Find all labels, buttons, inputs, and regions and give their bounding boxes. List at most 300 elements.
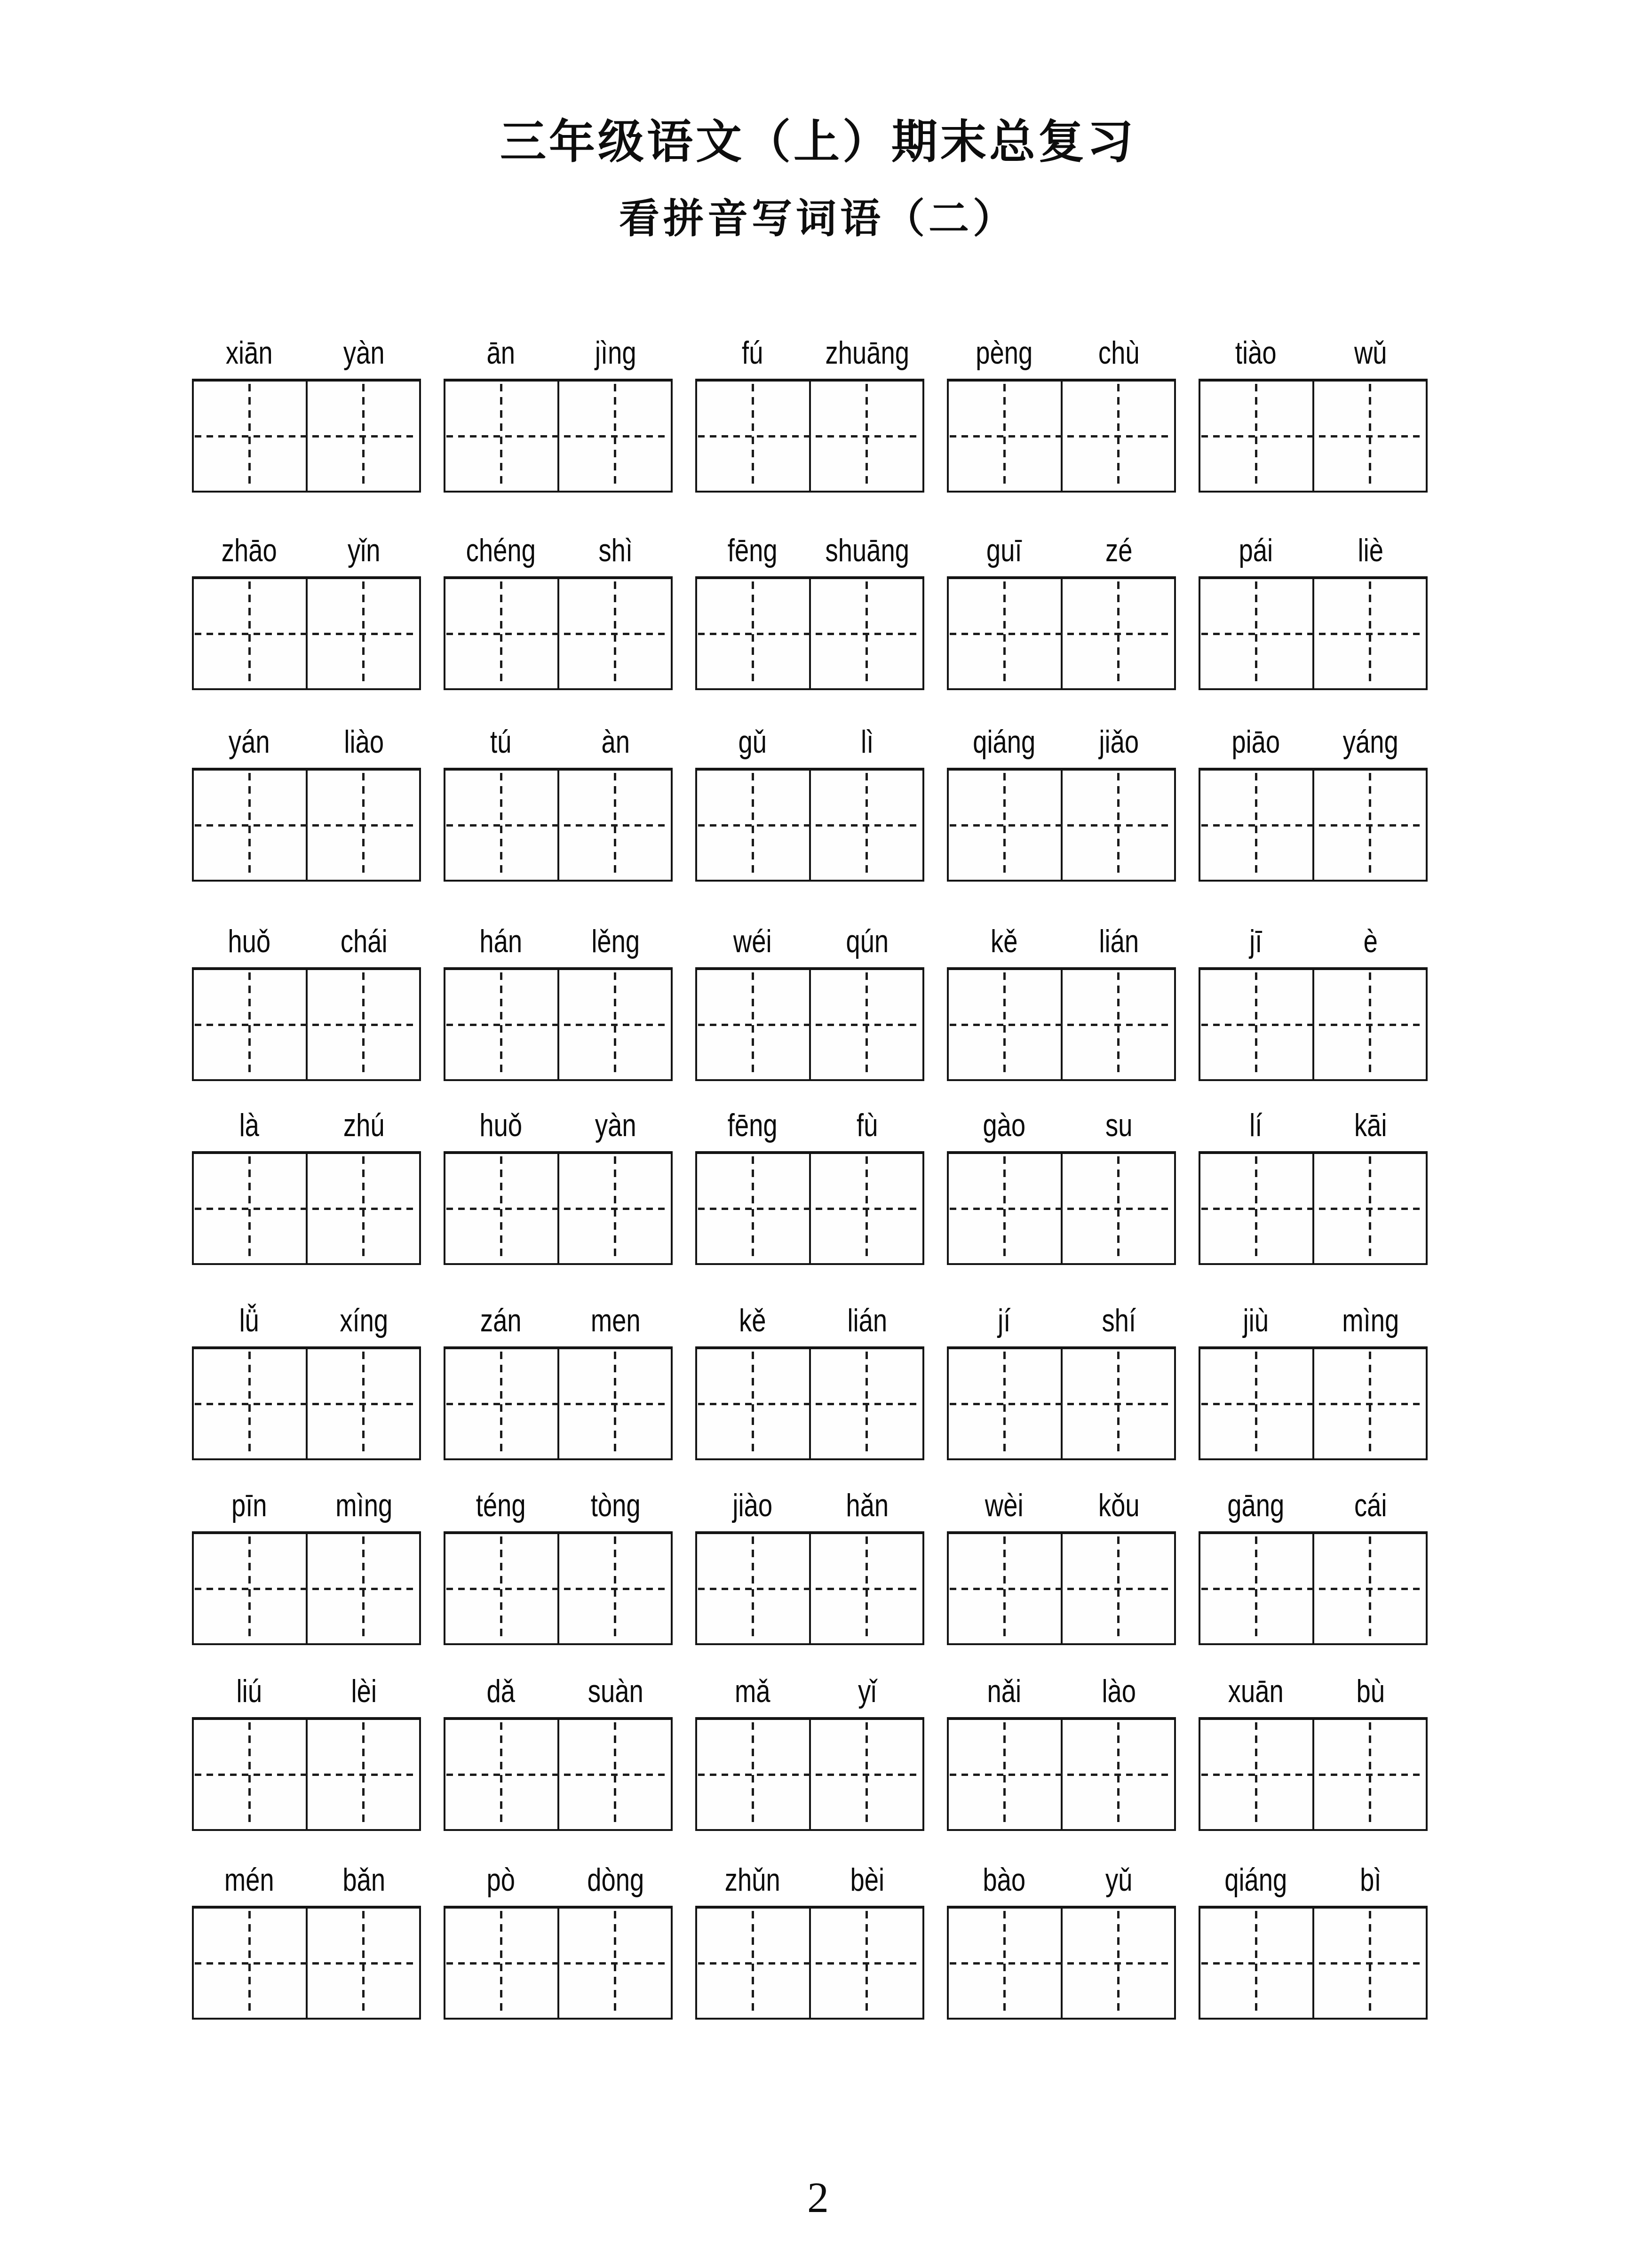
writing-grid <box>947 576 1176 690</box>
pinyin-syllable: huǒ <box>228 923 271 960</box>
pinyin-pair <box>695 885 924 967</box>
word-group <box>695 885 924 1081</box>
writing-cell <box>697 579 809 688</box>
pinyin-syllable: bèi <box>850 1862 884 1898</box>
word-group <box>192 296 421 493</box>
writing-cell <box>1200 970 1312 1079</box>
word-group <box>695 1069 924 1265</box>
pinyin-syllable: jí <box>998 1303 1011 1339</box>
writing-grid <box>444 1346 673 1460</box>
pinyin-pair <box>1199 1823 1428 1906</box>
writing-cell <box>809 1349 923 1458</box>
word-group <box>947 1449 1176 1645</box>
pinyin-syllable: téng <box>476 1488 526 1524</box>
pinyin-pair <box>192 1069 421 1151</box>
pinyin-pair <box>1199 1635 1428 1717</box>
pinyin-syllable: jiào <box>732 1488 773 1524</box>
pinyin-pair <box>192 1635 421 1717</box>
pinyin-syllable: è <box>1363 923 1378 960</box>
pinyin-syllable: pái <box>1239 533 1273 569</box>
writing-grid <box>444 576 673 690</box>
pinyin-word-row <box>192 1264 1428 1460</box>
pinyin-syllable: gào <box>983 1107 1026 1144</box>
writing-grid <box>1199 1346 1428 1460</box>
writing-cell <box>1200 1349 1312 1458</box>
pinyin-syllable: fēng <box>727 1107 778 1144</box>
pinyin-word-row <box>192 685 1428 882</box>
word-group <box>192 885 421 1081</box>
pinyin-syllable: wǔ <box>1354 335 1387 371</box>
writing-grid <box>1199 1717 1428 1831</box>
pinyin-syllable: piāo <box>1231 724 1280 760</box>
pinyin-syllable: dǎ <box>486 1673 515 1710</box>
writing-cell <box>697 1154 809 1263</box>
pinyin-syllable: mìng <box>335 1488 392 1524</box>
word-group <box>947 1264 1176 1460</box>
pinyin-syllable: yáng <box>1342 724 1398 760</box>
writing-cell <box>557 1154 671 1263</box>
writing-cell <box>306 1534 420 1643</box>
pinyin-pair <box>444 1069 673 1151</box>
writing-cell <box>1200 382 1312 491</box>
word-group <box>1199 494 1428 690</box>
pinyin-syllable: ān <box>486 335 515 371</box>
pinyin-syllable: chù <box>1098 335 1140 371</box>
writing-grid <box>192 576 421 690</box>
writing-grid <box>695 967 924 1081</box>
writing-cell <box>306 771 420 880</box>
pinyin-syllable: hán <box>479 923 523 960</box>
writing-cell <box>194 771 306 880</box>
writing-cell <box>445 382 557 491</box>
pinyin-syllable: tiào <box>1235 335 1277 371</box>
writing-grid <box>192 1906 421 2020</box>
writing-cell <box>949 1720 1061 1829</box>
word-group <box>1199 685 1428 882</box>
pinyin-word-row <box>192 296 1428 493</box>
writing-grid <box>695 379 924 493</box>
pinyin-syllable: liào <box>343 724 384 760</box>
word-group <box>695 1449 924 1645</box>
pinyin-syllable: zhuāng <box>825 335 909 371</box>
writing-cell <box>194 1909 306 2018</box>
pinyin-syllable: yǐ <box>858 1673 876 1710</box>
writing-grid <box>695 1906 924 2020</box>
pinyin-syllable: pèng <box>976 335 1033 371</box>
writing-grid <box>695 1151 924 1265</box>
word-group <box>444 1635 673 1831</box>
word-group <box>192 1635 421 1831</box>
writing-grid <box>1199 967 1428 1081</box>
pinyin-syllable: huǒ <box>479 1107 523 1144</box>
writing-grid <box>947 1717 1176 1831</box>
word-group <box>192 494 421 690</box>
word-group <box>1199 885 1428 1081</box>
pinyin-syllable: qiáng <box>1224 1862 1287 1898</box>
word-group <box>444 1823 673 2020</box>
pinyin-pair <box>1199 1069 1428 1151</box>
writing-cell <box>445 970 557 1079</box>
writing-grid <box>192 1346 421 1460</box>
writing-cell <box>445 1154 557 1263</box>
writing-cell <box>194 579 306 688</box>
writing-cell <box>1312 1909 1426 2018</box>
word-group <box>695 494 924 690</box>
writing-cell <box>1312 1349 1426 1458</box>
writing-cell <box>194 1720 306 1829</box>
pinyin-syllable: chái <box>340 923 388 960</box>
pinyin-syllable: lǚ <box>239 1303 259 1339</box>
word-group <box>947 494 1176 690</box>
word-group <box>444 885 673 1081</box>
pinyin-pair <box>695 1823 924 1906</box>
pinyin-syllable: pò <box>486 1862 515 1898</box>
pinyin-pair <box>444 685 673 768</box>
pinyin-syllable: bǎn <box>342 1862 385 1898</box>
writing-cell <box>306 382 420 491</box>
word-group <box>444 296 673 493</box>
pinyin-pair <box>192 685 421 768</box>
writing-grid <box>192 1151 421 1265</box>
pinyin-syllable: xíng <box>339 1303 388 1339</box>
word-group <box>444 1264 673 1460</box>
pinyin-syllable: mìng <box>1342 1303 1399 1339</box>
writing-cell <box>809 1720 923 1829</box>
writing-cell <box>306 1720 420 1829</box>
pinyin-syllable: jiù <box>1243 1303 1269 1339</box>
writing-cell <box>697 771 809 880</box>
writing-cell <box>697 382 809 491</box>
pinyin-syllable: kě <box>739 1303 766 1339</box>
pinyin-syllable: zé <box>1105 533 1132 569</box>
pinyin-syllable: men <box>590 1303 641 1339</box>
writing-cell <box>1312 1720 1426 1829</box>
word-group <box>192 1823 421 2020</box>
pinyin-syllable: yǐn <box>347 533 381 569</box>
pinyin-syllable: kě <box>991 923 1018 960</box>
pinyin-pair <box>947 296 1176 379</box>
pinyin-syllable: suàn <box>588 1673 643 1710</box>
writing-cell <box>445 1909 557 2018</box>
writing-cell <box>809 771 923 880</box>
writing-cell <box>306 579 420 688</box>
writing-grid <box>1199 1906 1428 2020</box>
pinyin-pair <box>695 1635 924 1717</box>
word-group <box>947 885 1176 1081</box>
writing-cell <box>1061 771 1175 880</box>
page-number: 2 <box>807 2173 829 2221</box>
pinyin-pair <box>1199 494 1428 576</box>
pinyin-syllable: xiān <box>225 335 273 371</box>
pinyin-syllable: liú <box>236 1673 262 1710</box>
pinyin-syllable: shuāng <box>825 533 909 569</box>
word-group <box>192 1264 421 1460</box>
writing-grid <box>695 1717 924 1831</box>
writing-cell <box>557 579 671 688</box>
pinyin-pair <box>192 1264 421 1346</box>
writing-cell <box>194 1154 306 1263</box>
writing-cell <box>949 579 1061 688</box>
pinyin-pair <box>444 1635 673 1717</box>
writing-grid <box>947 1346 1176 1460</box>
pinyin-syllable: fēng <box>727 533 778 569</box>
writing-cell <box>697 1534 809 1643</box>
word-group <box>947 296 1176 493</box>
pinyin-syllable: kāi <box>1354 1107 1387 1144</box>
writing-grid <box>444 379 673 493</box>
pinyin-syllable: lèi <box>351 1673 377 1710</box>
pinyin-word-row <box>192 885 1428 1081</box>
pinyin-syllable: lián <box>847 1303 887 1339</box>
pinyin-pair <box>695 1264 924 1346</box>
writing-grid <box>1199 379 1428 493</box>
word-group <box>695 685 924 882</box>
pinyin-syllable: yàn <box>595 1107 636 1144</box>
writing-cell <box>1200 579 1312 688</box>
pinyin-syllable: chéng <box>466 533 536 569</box>
pinyin-pair <box>444 1449 673 1531</box>
pinyin-pair <box>695 1069 924 1151</box>
writing-cell <box>1061 1534 1175 1643</box>
pinyin-syllable: shì <box>598 533 633 569</box>
writing-cell <box>194 1534 306 1643</box>
writing-grid <box>192 1717 421 1831</box>
writing-cell <box>557 771 671 880</box>
word-group <box>1199 1635 1428 1831</box>
writing-cell <box>557 970 671 1079</box>
writing-grid <box>444 1906 673 2020</box>
pinyin-syllable: qún <box>845 923 889 960</box>
writing-grid <box>947 967 1176 1081</box>
writing-grid <box>1199 1151 1428 1265</box>
writing-grid <box>695 576 924 690</box>
writing-cell <box>949 1909 1061 2018</box>
pinyin-pair <box>1199 685 1428 768</box>
writing-cell <box>949 1154 1061 1263</box>
pinyin-pair <box>1199 1264 1428 1346</box>
pinyin-pair <box>695 494 924 576</box>
pinyin-syllable: liè <box>1358 533 1383 569</box>
word-group <box>1199 1069 1428 1265</box>
word-group <box>947 1069 1176 1265</box>
word-group <box>947 1823 1176 2020</box>
pinyin-syllable: jiǎo <box>1098 724 1139 760</box>
pinyin-syllable: yán <box>228 724 270 760</box>
writing-grid <box>695 768 924 882</box>
pinyin-syllable: zhú <box>343 1107 385 1144</box>
writing-grid <box>1199 576 1428 690</box>
pinyin-syllable: tòng <box>590 1488 641 1524</box>
pinyin-syllable: kǒu <box>1098 1488 1140 1524</box>
writing-cell <box>697 1909 809 2018</box>
pinyin-syllable: bù <box>1356 1673 1385 1710</box>
writing-cell <box>949 771 1061 880</box>
pinyin-syllable: wéi <box>733 923 772 960</box>
word-group <box>1199 1264 1428 1460</box>
writing-cell <box>1312 579 1426 688</box>
pinyin-syllable: shí <box>1101 1303 1136 1339</box>
pinyin-syllable: fú <box>742 335 763 371</box>
writing-cell <box>949 1534 1061 1643</box>
pinyin-syllable: yàn <box>343 335 385 371</box>
word-group <box>192 1449 421 1645</box>
writing-cell <box>557 1909 671 2018</box>
word-group <box>1199 1449 1428 1645</box>
pinyin-syllable: wèi <box>985 1488 1024 1524</box>
pinyin-syllable: jìng <box>595 335 636 371</box>
pinyin-syllable: hǎn <box>845 1488 889 1524</box>
writing-cell <box>949 1349 1061 1458</box>
pinyin-pair <box>1199 1449 1428 1531</box>
writing-cell <box>697 1349 809 1458</box>
word-group <box>947 685 1176 882</box>
pinyin-syllable: xuān <box>1228 1673 1284 1710</box>
writing-grid <box>444 1531 673 1645</box>
writing-grid <box>444 1151 673 1265</box>
word-group <box>695 1635 924 1831</box>
pinyin-syllable: gǔ <box>738 724 767 760</box>
writing-cell <box>809 579 923 688</box>
word-group <box>695 296 924 493</box>
pinyin-pair <box>444 296 673 379</box>
writing-cell <box>306 1909 420 2018</box>
writing-cell <box>809 1154 923 1263</box>
pinyin-syllable: yǔ <box>1105 1862 1132 1898</box>
writing-grid <box>1199 1531 1428 1645</box>
pinyin-syllable: là <box>239 1107 259 1144</box>
pinyin-syllable: zhǔn <box>724 1862 780 1898</box>
writing-cell <box>1312 771 1426 880</box>
writing-grid <box>192 967 421 1081</box>
writing-cell <box>306 970 420 1079</box>
writing-cell <box>194 970 306 1079</box>
pinyin-syllable: gāng <box>1227 1488 1285 1524</box>
word-group <box>444 1069 673 1265</box>
pinyin-syllable: lì <box>860 724 874 760</box>
writing-cell <box>445 579 557 688</box>
writing-cell <box>194 1349 306 1458</box>
writing-grid <box>947 379 1176 493</box>
writing-cell <box>306 1349 420 1458</box>
writing-cell <box>949 970 1061 1079</box>
writing-cell <box>1200 771 1312 880</box>
pinyin-pair <box>1199 885 1428 967</box>
pinyin-word-row <box>192 1823 1428 2020</box>
writing-grid <box>947 1906 1176 2020</box>
writing-grid <box>695 1346 924 1460</box>
pinyin-syllable: mén <box>224 1862 274 1898</box>
pinyin-syllable: tú <box>490 724 512 760</box>
pinyin-pair <box>947 494 1176 576</box>
writing-cell <box>557 1349 671 1458</box>
pinyin-syllable: àn <box>601 724 630 760</box>
writing-cell <box>557 1720 671 1829</box>
pinyin-pair <box>1199 296 1428 379</box>
word-group <box>444 1449 673 1645</box>
word-group <box>695 1823 924 2020</box>
pinyin-pair <box>695 685 924 768</box>
writing-cell <box>809 1534 923 1643</box>
writing-cell <box>949 382 1061 491</box>
pinyin-syllable: lěng <box>591 923 640 960</box>
writing-cell <box>194 382 306 491</box>
writing-grid <box>695 1531 924 1645</box>
writing-cell <box>557 382 671 491</box>
writing-cell <box>445 1720 557 1829</box>
writing-cell <box>1061 1349 1175 1458</box>
pinyin-pair <box>947 885 1176 967</box>
pinyin-pair <box>947 1635 1176 1717</box>
writing-grid <box>947 1151 1176 1265</box>
word-group <box>1199 296 1428 493</box>
pinyin-pair <box>695 296 924 379</box>
pinyin-pair <box>192 1449 421 1531</box>
writing-cell <box>445 771 557 880</box>
word-group <box>192 1069 421 1265</box>
pinyin-pair <box>444 494 673 576</box>
pinyin-syllable: qiáng <box>973 724 1036 760</box>
writing-cell <box>1061 1909 1175 2018</box>
writing-cell <box>1200 1534 1312 1643</box>
pinyin-pair <box>192 296 421 379</box>
writing-cell <box>1200 1154 1312 1263</box>
writing-cell <box>1200 1720 1312 1829</box>
pinyin-syllable: fù <box>856 1107 878 1144</box>
pinyin-syllable: bào <box>983 1862 1026 1898</box>
pinyin-syllable: zán <box>480 1303 522 1339</box>
writing-grid <box>1199 768 1428 882</box>
pinyin-pair <box>192 885 421 967</box>
writing-cell <box>1200 1909 1312 2018</box>
pinyin-syllable: lí <box>1249 1107 1263 1144</box>
pinyin-syllable: pīn <box>231 1488 267 1524</box>
pinyin-pair <box>947 1264 1176 1346</box>
writing-cell <box>557 1534 671 1643</box>
pinyin-syllable: dòng <box>587 1862 644 1898</box>
pinyin-pair <box>947 685 1176 768</box>
writing-grid <box>444 1717 673 1831</box>
word-group <box>1199 1823 1428 2020</box>
page-title: 三年级语文（上）期末总复习 <box>500 117 1136 168</box>
pinyin-pair <box>444 885 673 967</box>
writing-grid <box>444 967 673 1081</box>
pinyin-word-row <box>192 1069 1428 1265</box>
writing-cell <box>445 1349 557 1458</box>
pinyin-pair <box>695 1449 924 1531</box>
writing-cell <box>1312 1534 1426 1643</box>
writing-grid <box>947 1531 1176 1645</box>
writing-cell <box>809 382 923 491</box>
pinyin-syllable: cái <box>1354 1488 1387 1524</box>
pinyin-syllable: lào <box>1101 1673 1136 1710</box>
writing-cell <box>1061 970 1175 1079</box>
pinyin-pair <box>947 1823 1176 1906</box>
pinyin-syllable: guī <box>986 533 1022 569</box>
pinyin-syllable: jī <box>1249 923 1263 960</box>
writing-cell <box>809 970 923 1079</box>
pinyin-pair <box>192 1823 421 1906</box>
word-group <box>192 685 421 882</box>
pinyin-pair <box>947 1449 1176 1531</box>
writing-cell <box>1061 382 1175 491</box>
word-group <box>444 685 673 882</box>
pinyin-syllable: nǎi <box>987 1673 1022 1710</box>
writing-cell <box>697 970 809 1079</box>
writing-cell <box>306 1154 420 1263</box>
word-group <box>947 1635 1176 1831</box>
pinyin-syllable: lián <box>1098 923 1139 960</box>
pinyin-syllable: zhāo <box>221 533 277 569</box>
